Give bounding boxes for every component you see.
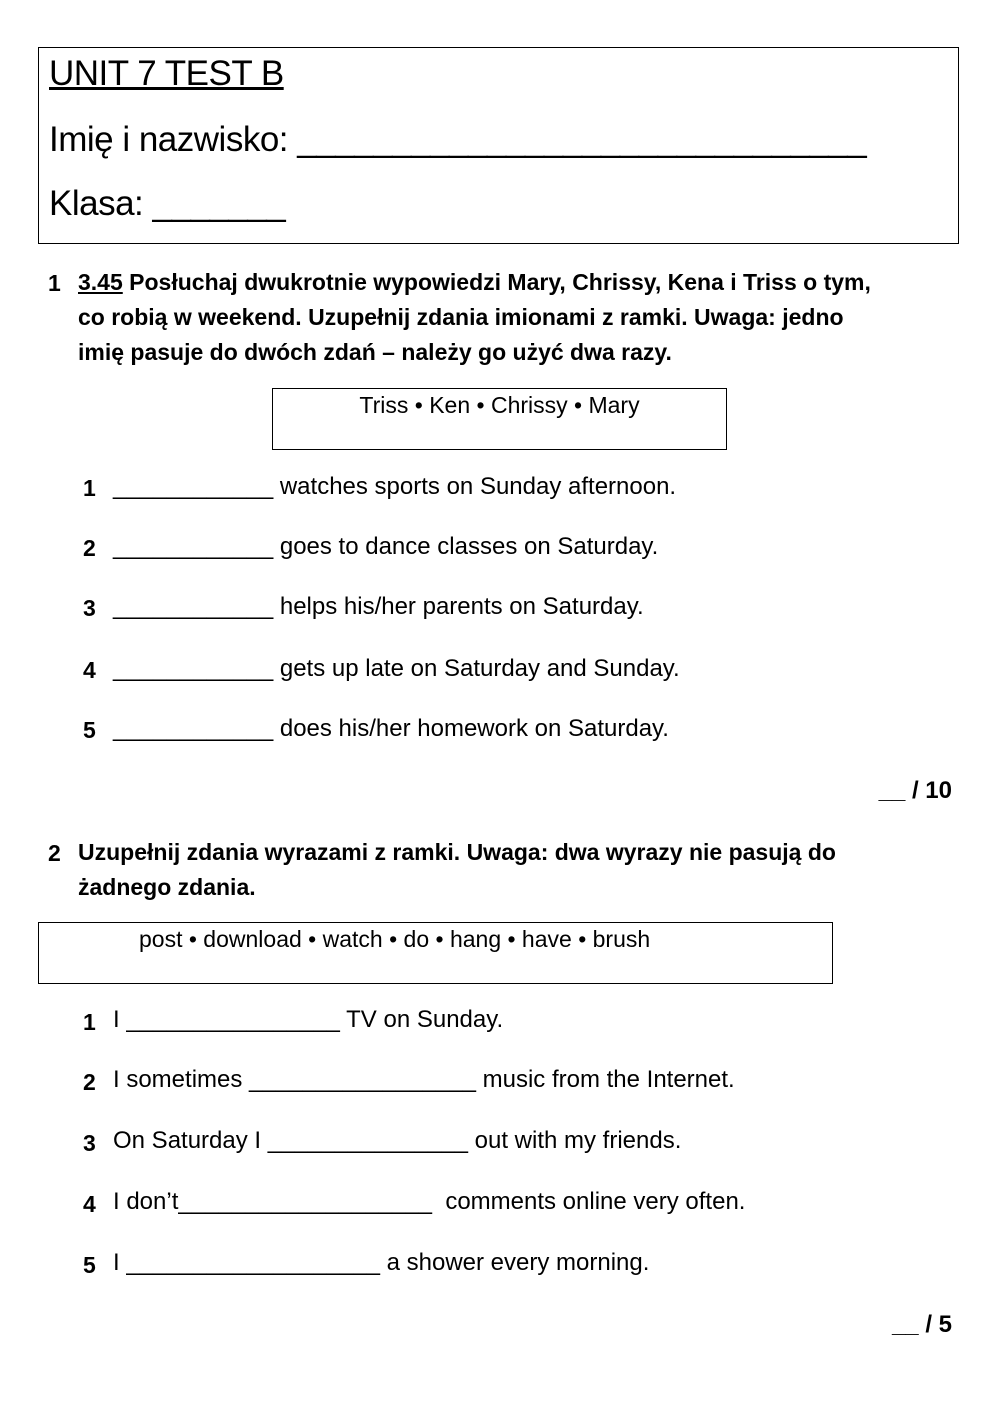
name-field[interactable]: ______________________________ [297, 120, 867, 159]
list-item[interactable]: I sometimes _________________ music from the Internet. [113, 1066, 735, 1093]
class-field[interactable]: _______ [152, 184, 286, 223]
class-label: Klasa: [49, 184, 144, 223]
item-number: 5 [83, 1252, 96, 1278]
class-line [49, 184, 285, 224]
list-item: ____________ gets up late on Saturday and Sunday. [113, 655, 680, 682]
list-item[interactable]: I don’t___________________ comments online very often. [113, 1188, 746, 1215]
section2-number: 2 [48, 840, 61, 866]
answer-blank[interactable]: ____________ [113, 715, 274, 742]
list-item[interactable]: I ___________________ a shower every morning. [113, 1249, 650, 1276]
section1-number: 1 [48, 270, 61, 296]
item-number: 2 [83, 1069, 96, 1095]
item-number: 5 [83, 717, 96, 743]
answer-blank[interactable]: ____________ [113, 593, 274, 620]
item-number: 3 [83, 1130, 96, 1156]
section1-instruction: 3.45 Posłuchaj dwukrotnie wypowiedzi Mary, Chrissy, Kena i Triss o tym, co robią w weekend. Uzupełnij zdania imionami z ramki. Uwaga: jedno imię pasuje do dwóch zdań – należy go użyć dwa razy. [78, 269, 871, 365]
list-item: ____________ goes to dance classes on Saturday. [113, 533, 659, 560]
section2-word-box: post • download • watch • do • hang • have • brush [38, 922, 833, 984]
answer-blank[interactable]: ____________ [113, 655, 274, 682]
name-line [49, 120, 866, 160]
section1-word-box: Triss • Ken • Chrissy • Mary [272, 388, 727, 450]
header-box [38, 47, 959, 244]
test-title: UNIT 7 TEST B [49, 54, 284, 93]
name-label: Imię i nazwisko: [49, 120, 289, 159]
list-item[interactable]: On Saturday I _______________ out with my friends. [113, 1127, 682, 1154]
list-item: ____________ watches sports on Sunday afternoon. [113, 473, 677, 500]
audio-track-number[interactable]: 3.45 [78, 269, 123, 295]
answer-blank[interactable]: ____________ [113, 473, 274, 500]
list-item: ____________ does his/her homework on Saturday. [113, 715, 669, 742]
section2-score: __ / 5 [891, 1311, 952, 1338]
item-number: 3 [83, 595, 96, 621]
answer-blank[interactable]: ____________ [113, 533, 274, 560]
item-number: 1 [83, 1009, 96, 1035]
section2-instruction: Uzupełnij zdania wyrazami z ramki. Uwaga: dwa wyrazy nie pasują do żadnego zdania. [78, 839, 836, 900]
list-item[interactable]: I ________________ TV on Sunday. [113, 1006, 504, 1033]
item-number: 4 [83, 657, 96, 683]
item-number: 1 [83, 475, 96, 501]
item-number: 2 [83, 535, 96, 561]
list-item: ____________ helps his/her parents on Saturday. [113, 593, 644, 620]
item-number: 4 [83, 1191, 96, 1217]
section1-score: __ / 10 [878, 777, 952, 804]
